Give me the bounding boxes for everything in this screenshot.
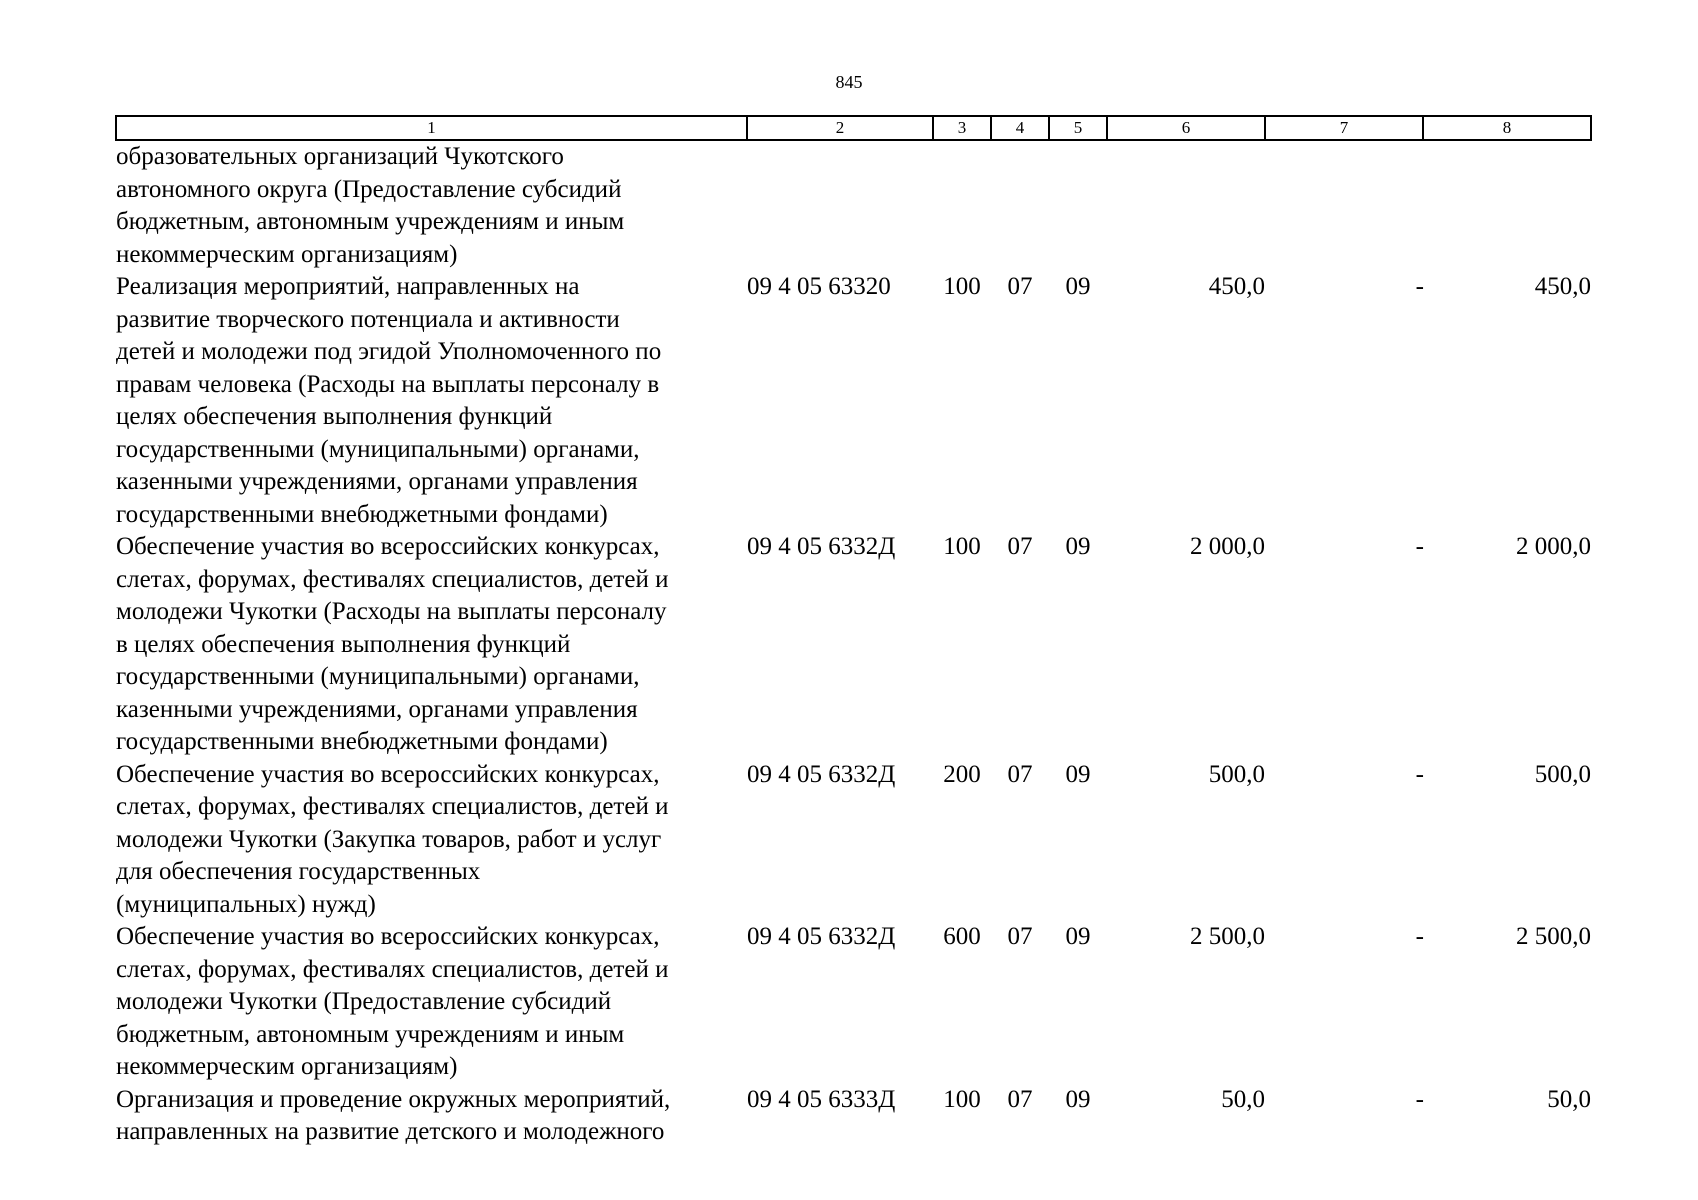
cell-col-6-value: 500,0: [1208, 760, 1265, 788]
table-row: [116, 759, 1591, 922]
cell-col-8: [1423, 140, 1591, 271]
header-col-2: 2: [747, 116, 933, 140]
cell-col-3: [933, 759, 991, 922]
cell-description: [116, 1084, 747, 1149]
cell-col-4: [991, 1084, 1049, 1149]
description-line: Реализация мероприятий, направленных на: [116, 273, 580, 300]
description-line: государственными внебюджетными фондами): [116, 728, 608, 755]
cell-col-4-value: 07: [1007, 1085, 1033, 1113]
cell-code: [747, 759, 933, 922]
cell-col-3: [933, 140, 991, 271]
description-line: Организация и проведение окружных мероприятий,: [116, 1085, 671, 1113]
cell-col-8-value: 2 500,0: [1516, 923, 1591, 950]
cell-col-4: [991, 759, 1049, 922]
cell-description: [116, 759, 747, 922]
table-row: [116, 1084, 1591, 1149]
header-col-5: 5: [1049, 116, 1107, 140]
header-col-7: 7: [1265, 116, 1423, 140]
description-line: для обеспечения государственных: [116, 858, 481, 885]
cell-col-5: [1049, 531, 1107, 759]
cell-col-3-value: 100: [943, 273, 981, 300]
cell-col-4: [991, 921, 1049, 1084]
cell-col-3-value: 200: [943, 760, 981, 788]
cell-col-3: [933, 1084, 991, 1149]
cell-col-5-value: 09: [1065, 533, 1091, 560]
cell-code: [747, 271, 933, 531]
cell-col-3: [933, 531, 991, 759]
cell-col-7: [1265, 759, 1423, 922]
table-row: [116, 140, 1591, 271]
cell-col-6: [1107, 271, 1265, 531]
cell-code: [747, 921, 933, 1084]
cell-col-5: [1049, 140, 1107, 271]
page-number: 845: [835, 72, 863, 92]
cell-col-4-value: 07: [1007, 273, 1033, 300]
description-line: некоммерческим организациям): [116, 240, 458, 268]
description-line: развитие творческого потенциала и активности: [116, 305, 620, 333]
cell-col-4-value: 07: [1007, 760, 1033, 788]
table-row: [116, 921, 1591, 1084]
cell-col-6-value: 450,0: [1208, 273, 1265, 300]
description-line: молодежи Чукотки (Закупка товаров, работ и услуг: [116, 825, 662, 853]
cell-col-4-value: 07: [1007, 533, 1033, 560]
cell-col-8-value: 2 000,0: [1516, 533, 1591, 560]
table-header: [116, 116, 1591, 140]
description-line: Обеспечение участия во всероссийских конкурсах,: [116, 533, 660, 560]
cell-col-6-value: 2 500,0: [1190, 923, 1265, 950]
cell-col-7-value: -: [1415, 923, 1424, 950]
description-line: Обеспечение участия во всероссийских конкурсах,: [116, 760, 660, 788]
cell-col-3-value: 600: [943, 923, 981, 950]
cell-col-8: [1423, 921, 1591, 1084]
description-line: автономного округа (Предоставление субсидий: [116, 175, 622, 203]
cell-code-value: 09 4 05 6332Д: [747, 760, 896, 788]
cell-description: [116, 271, 747, 531]
cell-col-7: [1265, 271, 1423, 531]
cell-col-8: [1423, 271, 1591, 531]
cell-col-4-value: 07: [1007, 923, 1033, 950]
cell-col-5: [1049, 271, 1107, 531]
cell-col-7-value: -: [1415, 273, 1424, 300]
header-col-8: 8: [1423, 116, 1591, 140]
cell-code: [747, 1084, 933, 1149]
budget-table: [115, 115, 1592, 1149]
cell-code-value: 09 4 05 6332Д: [747, 923, 896, 950]
description-line: бюджетным, автономным учреждениям и иным: [116, 1020, 625, 1048]
description-line: государственными внебюджетными фондами): [116, 500, 608, 528]
header-row: [116, 116, 1591, 140]
header-col-4: 4: [991, 116, 1049, 140]
cell-col-8-value: 50,0: [1547, 1085, 1591, 1113]
cell-col-6-value: 2 000,0: [1190, 533, 1265, 560]
description-line: в целях обеспечения выполнения функций: [116, 630, 571, 658]
description-line: правам человека (Расходы на выплаты персоналу в: [116, 370, 660, 398]
table-body: [116, 140, 1591, 1149]
cell-col-5: [1049, 921, 1107, 1084]
description-line: детей и молодежи под эгидой Уполномоченного по: [116, 338, 662, 365]
description-line: направленных на развитие детского и молодежного: [116, 1118, 665, 1145]
cell-col-7-value: -: [1415, 1085, 1424, 1113]
cell-col-7: [1265, 1084, 1423, 1149]
cell-col-6: [1107, 1084, 1265, 1149]
cell-col-8-value: 450,0: [1534, 273, 1591, 300]
cell-col-6: [1107, 921, 1265, 1084]
cell-col-3-value: 100: [943, 1085, 981, 1113]
cell-col-5: [1049, 1084, 1107, 1149]
cell-col-5: [1049, 759, 1107, 922]
cell-col-7-value: -: [1415, 533, 1424, 560]
description-line: Обеспечение участия во всероссийских конкурсах,: [116, 923, 660, 950]
cell-col-7-value: -: [1415, 760, 1424, 788]
description-line: бюджетным, автономным учреждениям и иным: [116, 208, 625, 235]
cell-description: [116, 531, 747, 759]
cell-col-3-value: 100: [943, 533, 981, 560]
cell-col-4: [991, 140, 1049, 271]
table-row: [116, 531, 1591, 759]
description-line: молодежи Чукотки (Расходы на выплаты персоналу: [116, 598, 667, 625]
cell-col-7: [1265, 531, 1423, 759]
description-line: (муниципальных) нужд): [116, 890, 376, 918]
description-line: казенными учреждениями, органами управления: [116, 468, 638, 495]
description-line: некоммерческим организациям): [116, 1053, 458, 1080]
cell-col-8: [1423, 759, 1591, 922]
cell-col-6-value: 50,0: [1221, 1085, 1265, 1113]
cell-code-value: 09 4 05 6332Д: [747, 533, 896, 560]
description-line: слетах, форумах, фестивалях специалистов, детей и: [116, 793, 669, 820]
cell-col-5-value: 09: [1065, 273, 1091, 300]
cell-code: [747, 140, 933, 271]
cell-description: [116, 921, 747, 1084]
cell-col-6: [1107, 531, 1265, 759]
description-line: образовательных организаций Чукотского: [116, 143, 564, 170]
cell-col-4: [991, 531, 1049, 759]
description-line: слетах, форумах, фестивалях специалистов, детей и: [116, 565, 669, 593]
cell-col-4: [991, 271, 1049, 531]
cell-code: [747, 531, 933, 759]
description-line: молодежи Чукотки (Предоставление субсидий: [116, 988, 612, 1015]
cell-col-5-value: 09: [1065, 1085, 1091, 1113]
cell-col-6: [1107, 759, 1265, 922]
description-line: государственными (муниципальными) органами,: [116, 663, 640, 690]
table-row: [116, 271, 1591, 531]
cell-col-6: [1107, 140, 1265, 271]
cell-col-7: [1265, 921, 1423, 1084]
cell-col-5-value: 09: [1065, 923, 1091, 950]
cell-col-8: [1423, 1084, 1591, 1149]
header-col-1: 1: [116, 116, 747, 140]
cell-code-value: 09 4 05 63320: [747, 273, 891, 300]
cell-code-value: 09 4 05 6333Д: [747, 1085, 896, 1113]
description-line: государственными (муниципальными) органами,: [116, 435, 640, 463]
cell-description: [116, 140, 747, 271]
cell-col-3: [933, 271, 991, 531]
cell-col-8-value: 500,0: [1534, 760, 1591, 788]
header-col-3: 3: [933, 116, 991, 140]
cell-col-5-value: 09: [1065, 760, 1091, 788]
description-line: казенными учреждениями, органами управления: [116, 695, 638, 723]
cell-col-3: [933, 921, 991, 1084]
header-col-6: 6: [1107, 116, 1265, 140]
description-line: целях обеспечения выполнения функций: [116, 403, 553, 430]
description-line: слетах, форумах, фестивалях специалистов, детей и: [116, 955, 669, 983]
cell-col-7: [1265, 140, 1423, 271]
cell-col-8: [1423, 531, 1591, 759]
